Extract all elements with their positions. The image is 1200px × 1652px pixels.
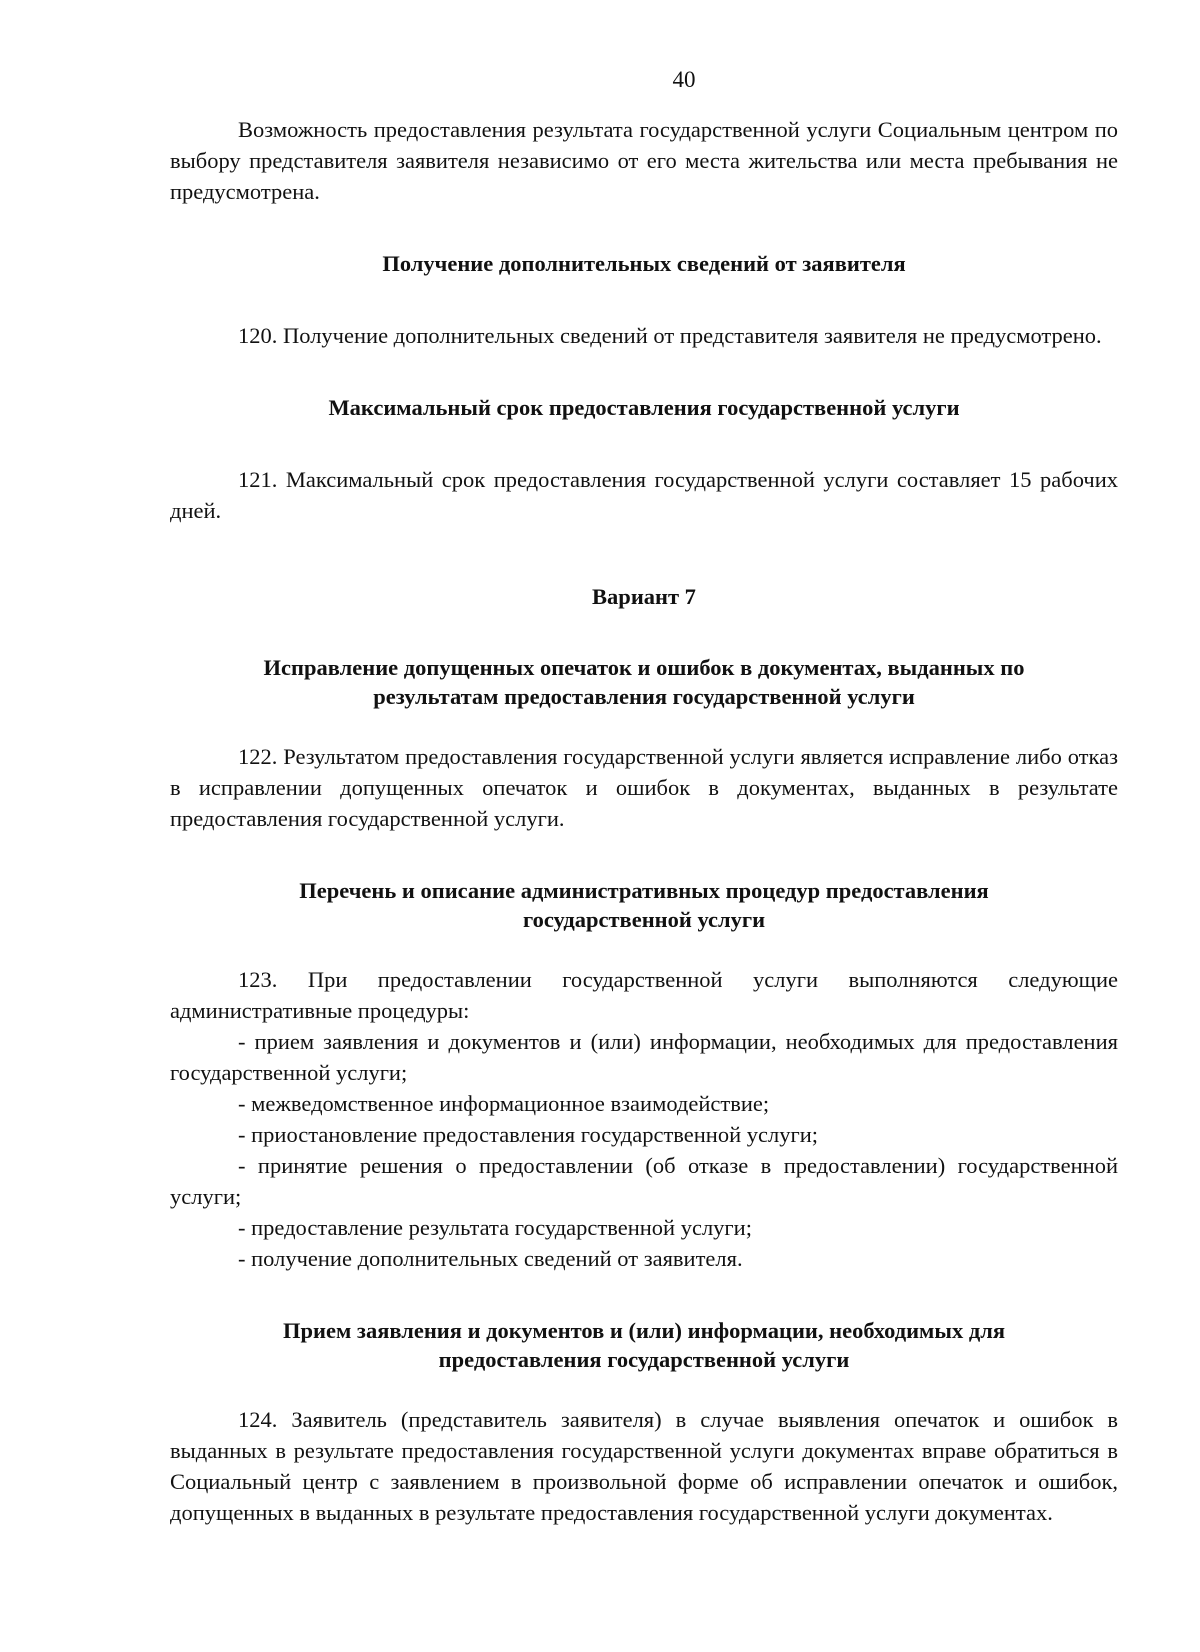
heading-max-term: Максимальный срок предоставления государственной услуги	[328, 395, 960, 420]
intro-paragraph: Возможность предоставления результата государственной услуги Социальным центром по выбору представителя заявителя независимо от его места жительства или места пребывания не предусмотрена.	[170, 117, 1118, 204]
list-item: - межведомственное информационное взаимодействие;	[238, 1091, 770, 1116]
paragraph-124: 124. Заявитель (представитель заявителя) в случае выявления опечаток и ошибок в выданных в результате предоставления государственной услуги документах вправе обратиться в Социальный центр с заявлением в произвольной форме об исправлении опечаток и ошибок, допущенных в выданных в результате предоставления государственной услуги документах.	[170, 1407, 1118, 1525]
list-item: - приостановление предоставления государственной услуги;	[238, 1122, 819, 1147]
page-number: 40	[672, 67, 696, 92]
paragraph-121: 121. Максимальный срок предоставления государственной услуги составляет 15 рабочих дней.	[170, 467, 1118, 523]
heading-correction-line-1: Исправление допущенных опечаток и ошибок в документах, выданных по	[263, 655, 1025, 680]
heading-reception-line-1: Прием заявления и документов и (или) информации, необходимых для	[283, 1318, 1005, 1343]
heading-reception-line-2: предоставления государственной услуги	[438, 1347, 850, 1372]
paragraph-122: 122. Результатом предоставления государственной услуги является исправление либо отказ в исправлении допущенных опечаток и ошибок в документах, выданных в результате предоставления государственной услуги.	[170, 744, 1118, 831]
list-item: - предоставление результата государственной услуги;	[238, 1215, 752, 1240]
heading-additional-info: Получение дополнительных сведений от заявителя	[382, 251, 906, 276]
paragraph-123: 123. При предоставлении государственной услуги выполняются следующие административные процедуры:	[170, 967, 1118, 1023]
heading-procedures-line-1: Перечень и описание административных процедур предоставления	[299, 878, 989, 903]
paragraph-120: 120. Получение дополнительных сведений от представителя заявителя не предусмотрено.	[238, 323, 1102, 348]
heading-correction-line-2: результатам предоставления государственной услуги	[373, 684, 915, 709]
list-item: - получение дополнительных сведений от заявителя.	[238, 1246, 743, 1271]
list-item: - прием заявления и документов и (или) информации, необходимых для предоставления государственной услуги;	[170, 1029, 1118, 1085]
heading-procedures-line-2: государственной услуги	[522, 907, 766, 932]
heading-variant: Вариант 7	[592, 584, 696, 609]
list-item: - принятие решения о предоставлении (об отказе в предоставлении) государственной услуги;	[170, 1153, 1118, 1209]
